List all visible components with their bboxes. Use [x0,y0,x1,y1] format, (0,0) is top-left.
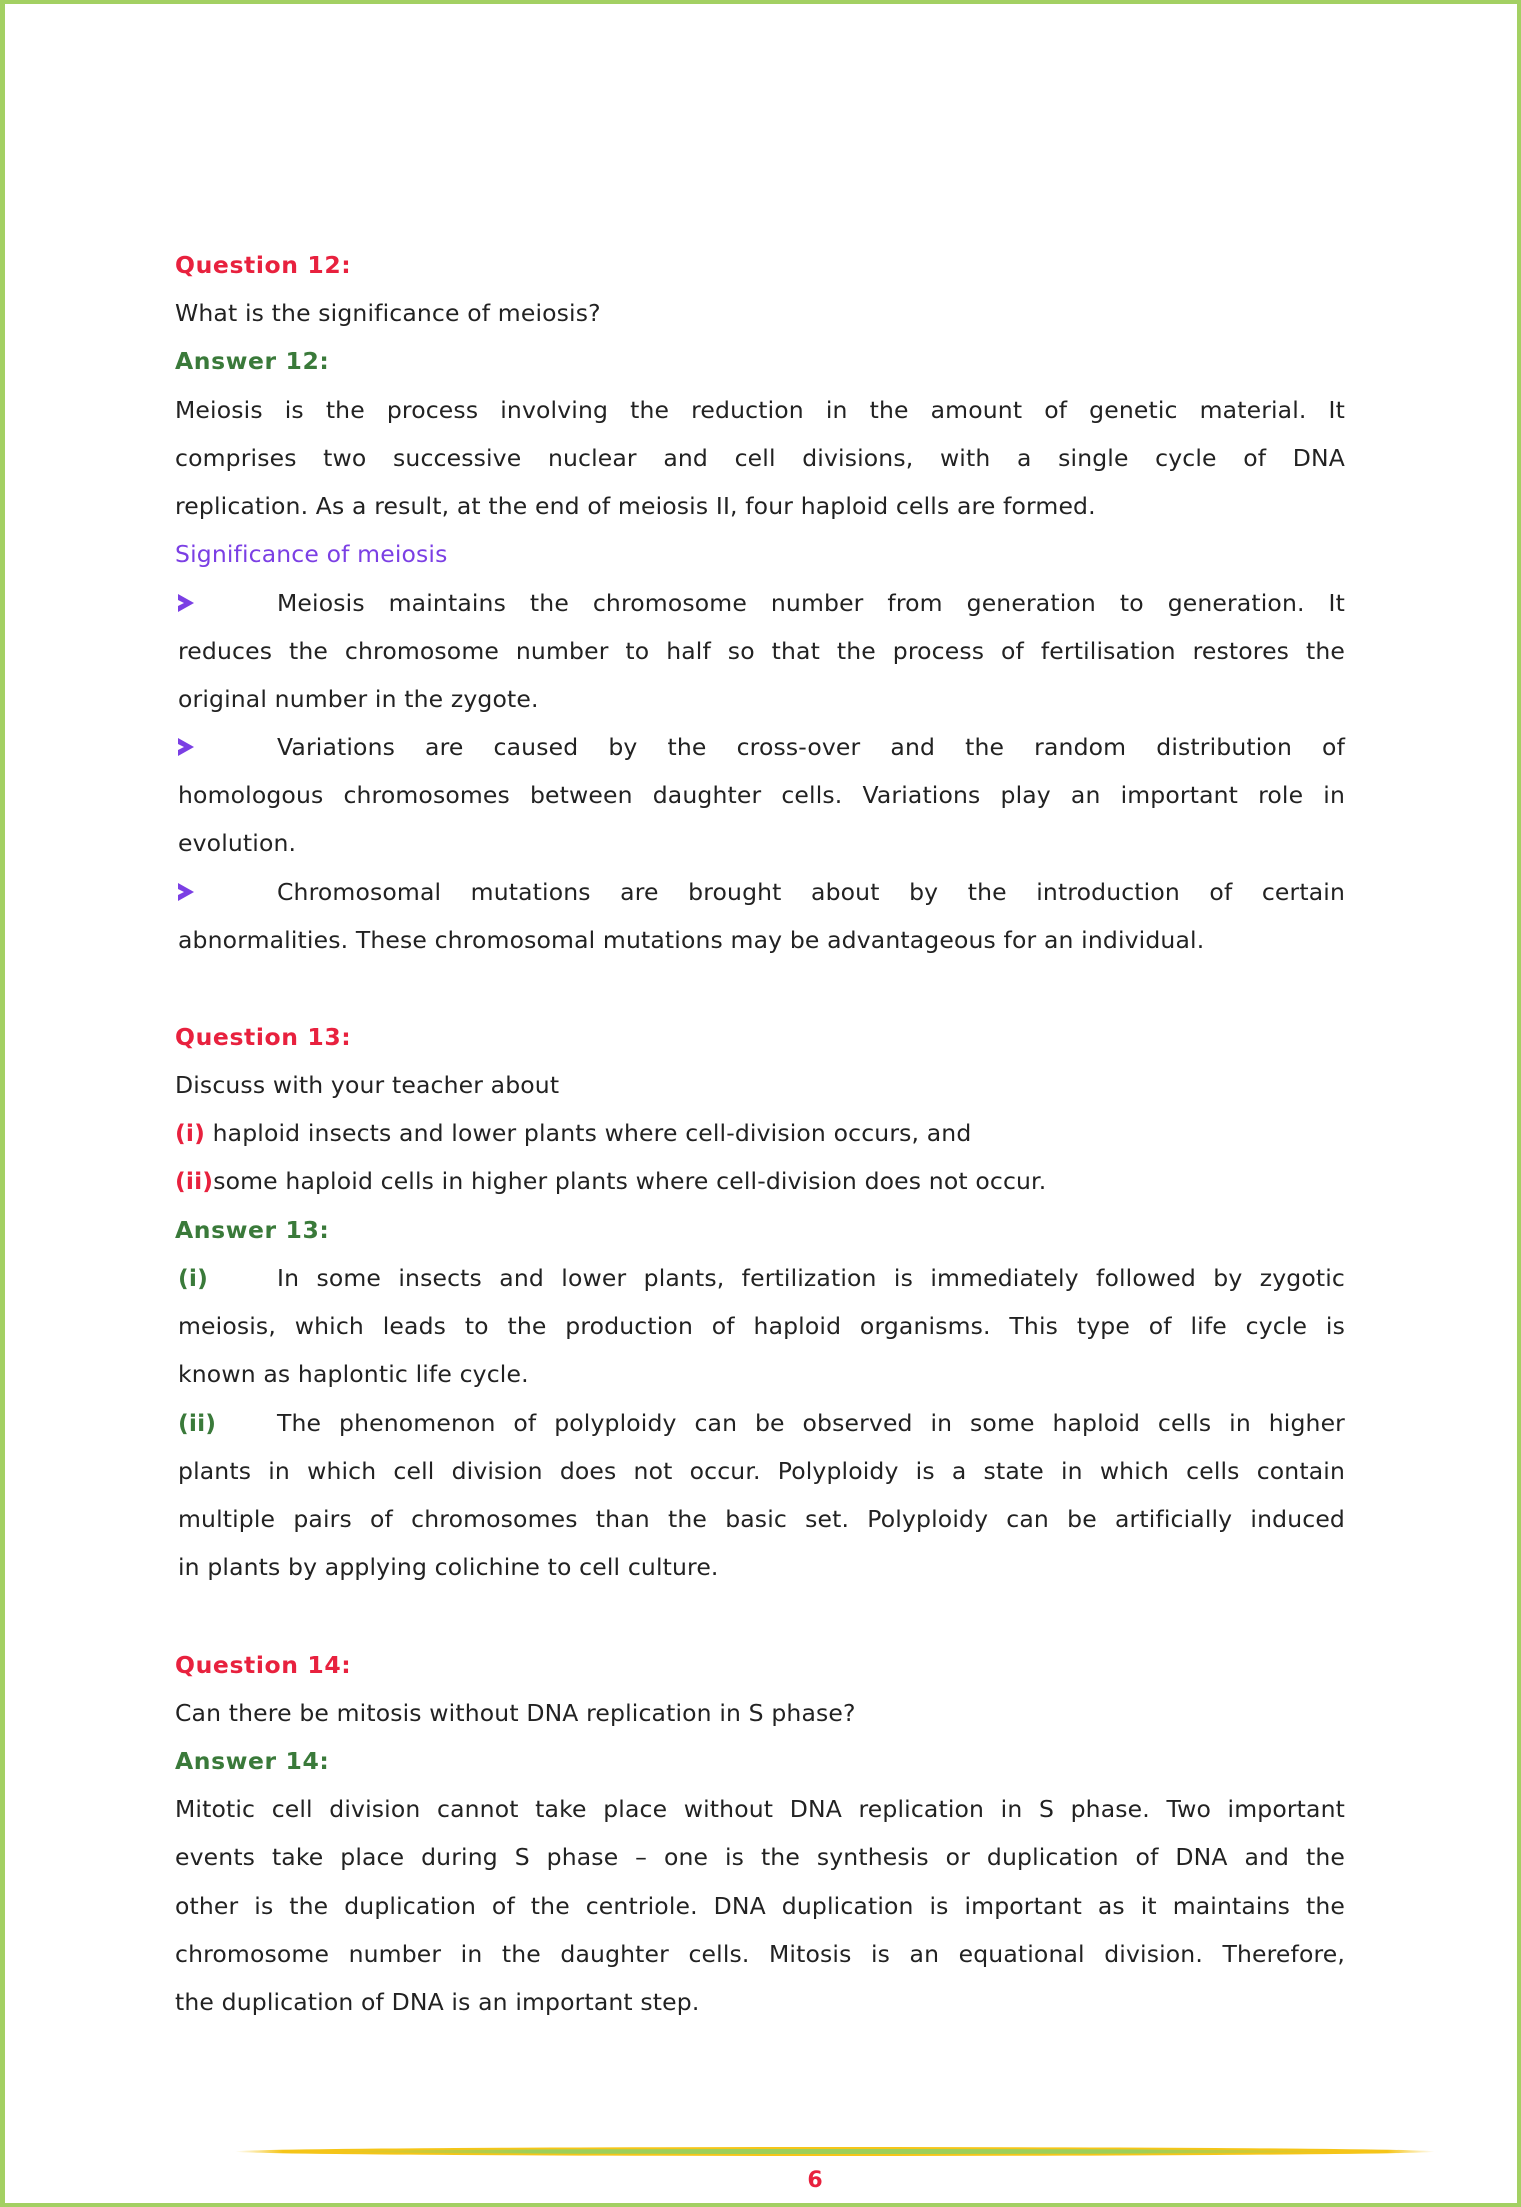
question-13-part [175,1109,1345,1157]
bullet-item [178,723,1345,771]
answer-12-line: Meiosis is the process involving the reduction in the amount of genetic material. It [175,396,1345,424]
answer-13-heading: Answer 13: [175,1216,330,1244]
answer-12-line: replication. As a result, at the end of meiosis II, four haploid cells are formed. [175,492,1096,520]
bullet-text-line: reduces the chromosome number to half so that the process of fertilisation restores the [178,637,1345,665]
bullet-text: Variations are caused by the cross-over and the random distribution of [277,733,1345,761]
answer-part-text: The phenomenon of polyploidy can be observed in some haploid cells in higher [277,1409,1345,1437]
answer-14-line: chromosome number in the daughter cells. Mitosis is an equational division. Therefore, [175,1940,1345,1968]
footer-decorative-line [235,2147,1435,2156]
answer-12-line: comprises two successive nuclear and cell divisions, with a single cycle of DNA [175,444,1345,472]
question-13-part [175,1157,1345,1205]
answer-13-line: plants in which cell division does not occur. Polyploidy is a state in which cells contain [178,1457,1345,1485]
bullet-text: Meiosis maintains the chromosome number from generation to generation. It [277,589,1345,617]
answer-14-line: other is the duplication of the centriole. DNA duplication is important as it maintains the [175,1892,1345,1920]
answer-part-label: (i) [178,1264,208,1292]
answer-13-line: in plants by applying colichine to cell culture. [178,1553,719,1581]
answer-14-line: Mitotic cell division cannot take place without DNA replication in S phase. Two important [175,1795,1345,1823]
page-number: 6 [807,2168,823,2193]
answer-13-line: meiosis, which leads to the production of haploid organisms. This type of life cycle is [178,1312,1345,1340]
purple-arrow-bullet-icon [178,594,194,612]
part-text: some haploid cells in higher plants where cell-division does not occur. [213,1167,1047,1195]
answer-13-line: known as haplontic life cycle. [178,1360,529,1388]
answer-14-heading: Answer 14: [175,1747,330,1775]
question-12-text: What is the significance of meiosis? [175,299,601,327]
bullet-text-line: homologous chromosomes between daughter cells. Variations play an important role in [178,781,1345,809]
answer-part-label: (ii) [178,1409,217,1437]
answer-14-line: events take place during S phase – one is the synthesis or duplication of DNA and the [175,1843,1345,1871]
bullet-item [178,868,1345,916]
part-label: (i) [175,1119,205,1147]
part-text: haploid insects and lower plants where cell-division occurs, and [205,1119,972,1147]
question-14-heading: Question 14: [175,1651,352,1679]
bullet-text-line: abnormalities. These chromosomal mutations may be advantageous for an individual. [178,926,1205,954]
answer-14-line: the duplication of DNA is an important step. [175,1988,700,2016]
answer-part-text: In some insects and lower plants, fertilization is immediately followed by zygotic [277,1264,1345,1292]
answer-12-heading: Answer 12: [175,347,330,375]
purple-arrow-bullet-icon [178,883,194,901]
question-12-heading: Question 12: [175,251,352,279]
bullet-text-line: evolution. [178,829,297,857]
bullet-text: Chromosomal mutations are brought about by the introduction of certain [277,878,1345,906]
question-13-heading: Question 13: [175,1023,352,1051]
answer-13-line: multiple pairs of chromosomes than the basic set. Polyploidy can be artificially induced [178,1505,1345,1533]
bullet-item [178,579,1345,627]
bullet-text-line: original number in the zygote. [178,685,539,713]
purple-arrow-bullet-icon [178,738,194,756]
question-13-text: Discuss with your teacher about [175,1071,560,1099]
significance-subheading: Significance of meiosis [175,540,448,568]
answer-13-item [178,1254,1345,1302]
question-14-text: Can there be mitosis without DNA replication in S phase? [175,1699,856,1727]
part-label: (ii) [175,1167,214,1195]
answer-13-item [178,1399,1345,1447]
